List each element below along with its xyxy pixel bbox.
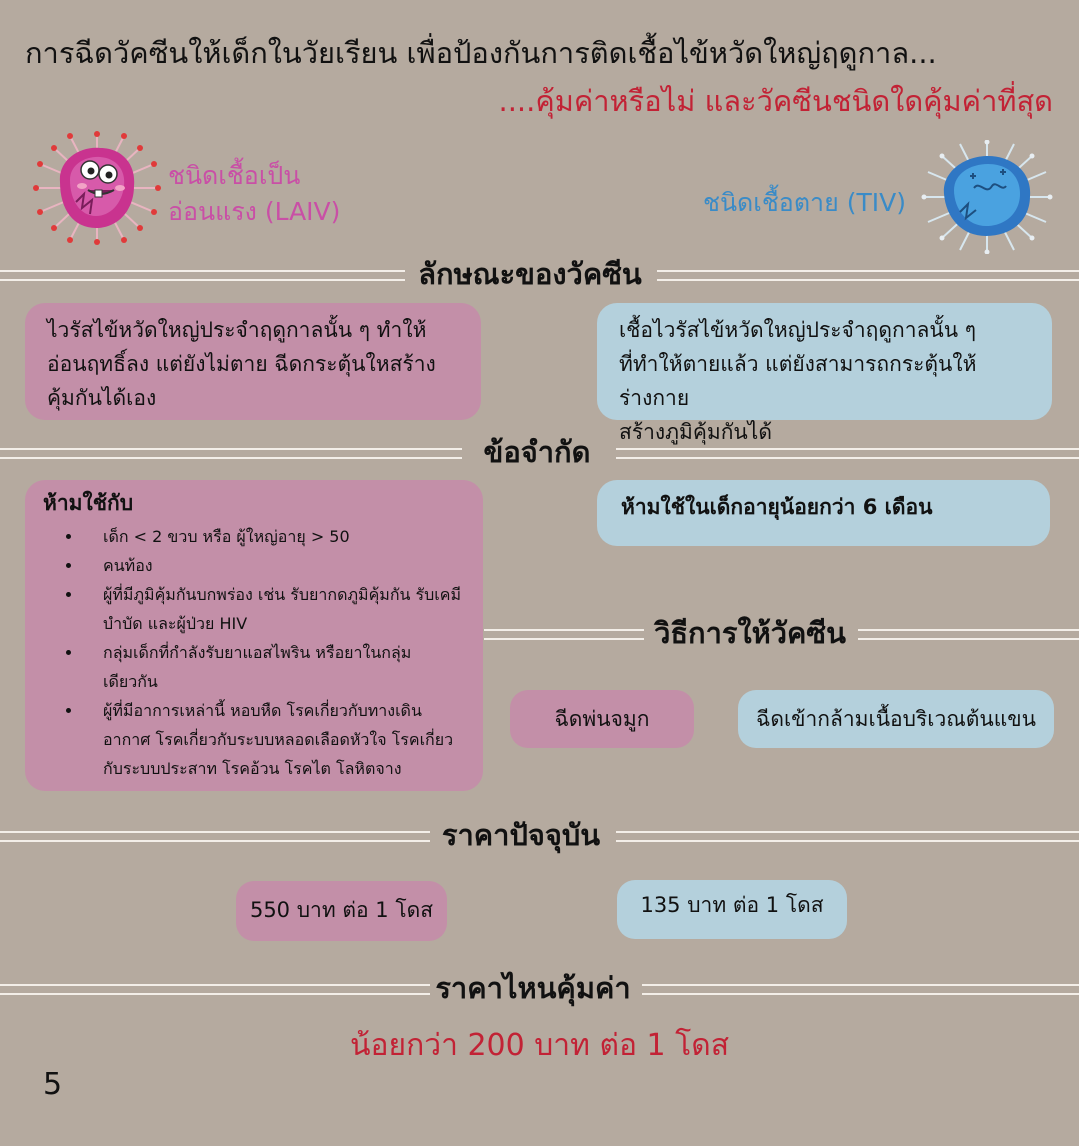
laiv-label-line2: อ่อนแรง (LAIV) (168, 197, 341, 226)
section-limitations (0, 432, 1079, 472)
live-virus-icon (30, 130, 164, 246)
list-item: • กลุ่มเด็กที่กำลังรับยาแอสไพริน หรือยาในกลุ่มเดียวกัน (83, 638, 465, 696)
tiv-characteristics-box (597, 303, 1052, 444)
tiv-restriction-box: ห้ามใช้ในเด็กอายุน้อยกว่า 6 เดือน (597, 480, 1050, 546)
divider-line-right (616, 448, 1079, 459)
laiv-price-pill: 550 บาท ต่อ 1 โดส (236, 881, 447, 941)
list-item: • ผู้ที่มีอาการเหล่านี้ หอบหืด โรคเกี่ยวกับทางเดินอากาศ โรคเกี่ยวกับระบบหลอดเลือดหัวใจ โรคเกี่ยวกับระบบประสาท โรคอ้วน โรคไต โลหิตจาง (83, 696, 465, 783)
section-heading: ราคาไหนคุ้มค่า (435, 971, 631, 1005)
text-line: ที่ทำให้ตายแล้ว แต่ยังสามารถกระตุ้นให้ร่างกาย (619, 352, 977, 410)
laiv-method-pill: ฉีดพ่นจมูก (510, 690, 694, 748)
tiv-label: ชนิดเชื้อตาย (TIV) (703, 188, 906, 217)
text-line: ไวรัสไข้หวัดใหญ่ประจำฤดูกาลนั้น ๆ ทำให้ (47, 318, 427, 342)
divider-line-left (484, 629, 644, 640)
section-heading: วิธีการให้วัคซีน (654, 616, 846, 650)
section-heading: ลักษณะของวัคซีน (418, 257, 642, 291)
worth-price-text: น้อยกว่า 200 บาท ต่อ 1 โดส (349, 1028, 730, 1063)
list-item: • คนท้อง (83, 551, 465, 580)
page-title: การฉีดวัคซีนให้เด็กในวัยเรียน เพื่อป้องกันการติดเชื้อไข้หวัดใหญ่ฤดูกาล... (25, 36, 937, 70)
inactivated-virus-icon (920, 140, 1054, 254)
section-heading: ราคาปัจจุบัน (441, 818, 601, 852)
laiv-characteristics-box (25, 303, 481, 420)
section-characteristics (0, 254, 1079, 294)
divider-line-right (657, 270, 1079, 281)
section-worth-price (0, 968, 1079, 1008)
text-line: สร้างภูมิคุ้มกันได้ (619, 420, 772, 444)
laiv-label-line1: ชนิดเชื้อเป็น (168, 161, 301, 190)
divider-line-right (616, 831, 1079, 842)
page-number: 5 (43, 1067, 63, 1102)
tiv-method-pill: ฉีดเข้ากล้ามเนื้อบริเวณต้นแขน (738, 690, 1054, 748)
text-line: อ่อนฤทธิ์ลง แต่ยังไม่ตาย ฉีดกระตุ้นใหสร้าง (47, 352, 436, 376)
text-line: คุ้มกันได้เอง (47, 386, 157, 410)
page-subtitle: ....คุ้มค่าหรือไม่ และวัคซีนชนิดใดคุ้มค่าที่สุด (498, 84, 1053, 118)
divider-line-left (0, 984, 430, 995)
text-line: เชื้อไวรัสไข้หวัดใหญ่ประจำฤดูกาลนั้น ๆ (619, 318, 977, 342)
list-item: • ผู้ที่มีภูมิคุ้มกันบกพร่อง เช่น รับยากดภูมิคุ้มกัน รับเคมีบำบัด และผู้ป่วย HIV (83, 580, 465, 638)
tiv-price-pill: 135 บาท ต่อ 1 โดส (617, 880, 847, 939)
divider-line-right (642, 984, 1079, 995)
section-heading: ข้อจำกัด (483, 435, 591, 469)
divider-line-left (0, 831, 430, 842)
section-method (0, 613, 1079, 653)
laiv-label (168, 158, 340, 230)
list-item: • เด็ก < 2 ขวบ หรือ ผู้ใหญ่อายุ > 50 (83, 522, 465, 551)
divider-line-left (0, 270, 405, 281)
section-current-price (0, 815, 1079, 855)
restrictions-title: ห้ามใช้กับ (43, 491, 134, 515)
divider-line-left (0, 448, 462, 459)
divider-line-right (858, 629, 1079, 640)
